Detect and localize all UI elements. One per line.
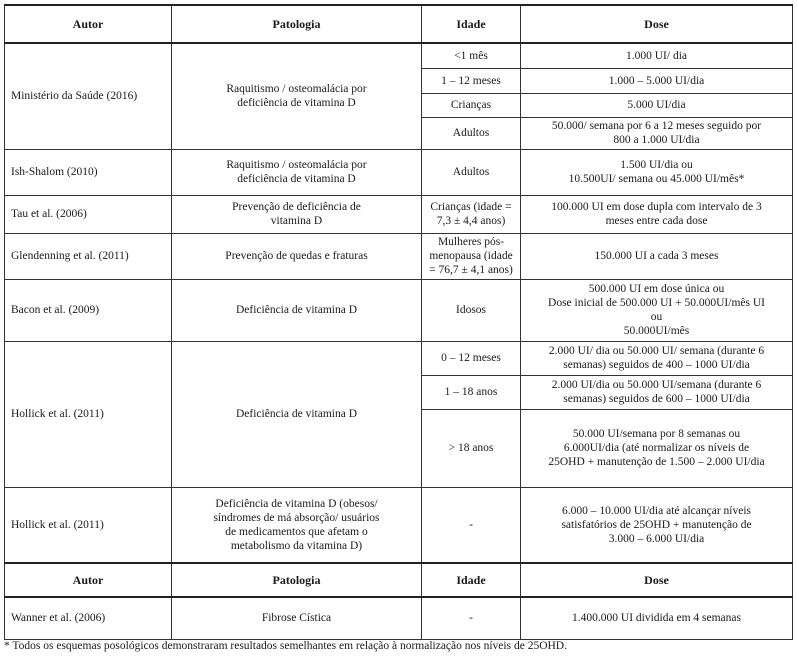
dose-cell (521, 43, 793, 68)
dose-cell (521, 93, 793, 117)
header-dose: Dose (521, 563, 793, 597)
dose-line: meses entre cada dose (605, 215, 708, 227)
pathology-line: deficiência de vitamina D (237, 173, 356, 185)
dose-line: 3.000 – 6.000 UI/dia (608, 532, 705, 545)
header-pathology: Patologia (172, 5, 422, 43)
header-age: Idade (422, 5, 521, 43)
age-cell: Crianças (422, 93, 521, 117)
pathology-line: Raquitismo / osteomalácia por (226, 159, 367, 171)
dose-cell (521, 68, 793, 93)
pathology-cell (172, 43, 422, 149)
dose-line: 50.000 UI/semana por 8 semanas ou (572, 428, 741, 440)
dose-line: Dose inicial de 500.000 UI + 50.000UI/mês UI (548, 297, 765, 309)
dose-line: 50.000/ semana por 6 a 12 meses seguido por (551, 120, 762, 132)
table-row (5, 195, 793, 233)
age-cell: Adultos (422, 149, 521, 195)
pathology-line: Prevenção de deficiência de (232, 201, 361, 213)
author-cell: Bacon et al. (2009) (5, 279, 172, 341)
age-cell (422, 233, 521, 279)
table-header-row (5, 563, 793, 597)
header-author: Autor (5, 563, 172, 597)
pathology-cell: Fibrose Cística (172, 597, 422, 639)
table-row (5, 233, 793, 279)
dose-line: 10.500UI/ semana ou 45.000 UI/mês* (568, 173, 745, 185)
pathology-cell (172, 487, 422, 563)
footnote: * Todos os esquemas posológicos demonstraram resultados semelhantes em relação à normalização nos níveis de 25OHD. (4, 640, 567, 652)
header-dose: Dose (521, 5, 793, 43)
age-cell: Idosos (422, 279, 521, 341)
table-row (5, 597, 793, 639)
dose-line: 2.000 UI/ dia ou 50.000 UI/ semana (durante 6 (548, 345, 765, 357)
author-cell: Glendenning et al. (2011) (5, 233, 172, 279)
dose-line: 2.000 UI/dia ou 50.000 UI/semana (durante 6 (551, 379, 762, 391)
pathology-line: síndromes de má absorção/ usuários (213, 511, 380, 524)
author-cell: Hollick et al. (2011) (5, 487, 172, 563)
age-line: Crianças (idade = (430, 201, 512, 213)
age-cell: - (422, 597, 521, 639)
header-pathology: Patologia (172, 563, 422, 597)
header-age: Idade (422, 563, 521, 597)
table-row (5, 43, 793, 68)
dose-line: 50.000UI/mês (623, 325, 690, 337)
author-cell: Tau et al. (2006) (5, 195, 172, 233)
dose-line: 1.000 – 5.000 UI/dia (608, 74, 705, 87)
dose-line: semanas) seguidos de 400 – 1000 UI/dia (563, 359, 750, 371)
age-line: = 76,7 ± 4,1 anos) (429, 264, 513, 276)
age-cell (422, 195, 521, 233)
dose-cell (521, 195, 793, 233)
dose-line: 5.000 UI/dia (627, 99, 686, 111)
pathology-line: Raquitismo / osteomalácia por (226, 83, 367, 96)
dose-cell (521, 279, 793, 341)
pathology-cell: Deficiência de vitamina D (172, 341, 422, 487)
pathology-cell: Deficiência de vitamina D (172, 279, 422, 341)
dose-cell: 150.000 UI a cada 3 meses (521, 233, 793, 279)
dose-line: 100.000 UI em dose dupla com intervalo de 3 (551, 201, 762, 213)
dose-line: 6.000UI/dia (até normalizar os níveis de (563, 442, 750, 454)
table-header-row (5, 5, 793, 43)
age-cell: - (422, 487, 521, 563)
dose-cell (521, 375, 793, 409)
author-cell: Hollick et al. (2011) (5, 341, 172, 487)
age-cell: > 18 anos (422, 409, 521, 487)
dose-line: ou (650, 311, 663, 323)
dose-line: 6.000 – 10.000 UI/dia até alcançar níveis (561, 504, 752, 517)
age-cell: 1 – 18 anos (422, 375, 521, 409)
header-author: Autor (5, 5, 172, 43)
dose-cell (521, 117, 793, 149)
age-cell: Adultos (422, 117, 521, 149)
pathology-cell (172, 195, 422, 233)
age-line: menopausa (idade (429, 250, 513, 262)
table-row (5, 279, 793, 341)
pathology-line: deficiência de vitamina D (237, 97, 356, 110)
age-cell: 1 – 12 meses (422, 68, 521, 93)
dose-line: semanas) seguidos de 600 – 1000 UI/dia (563, 393, 750, 405)
age-line: 7,3 ± 4,4 anos) (436, 215, 506, 227)
pathology-cell (172, 149, 422, 195)
pathology-line: Deficiência de vitamina D (obesos/ (215, 497, 378, 510)
dose-line: satisfatórios de 25OHD + manutenção de (561, 518, 752, 531)
dose-line: 800 a 1.000 UI/dia (613, 134, 700, 146)
age-line: Mulheres pós- (437, 236, 505, 248)
dose-table (4, 4, 793, 640)
dose-line: 25OHD + manutenção de 1.500 – 2.000 UI/dia (548, 456, 765, 468)
age-cell: <1 mês (422, 43, 521, 68)
dose-cell: 1.400.000 UI dividida em 4 semanas (521, 597, 793, 639)
age-cell: 0 – 12 meses (422, 341, 521, 375)
dose-line: 1.000 UI/ dia (625, 49, 687, 62)
dose-cell (521, 487, 793, 563)
pathology-line: metabolismo da vitamina D) (230, 539, 363, 552)
pathology-cell: Prevenção de quedas e fraturas (172, 233, 422, 279)
dose-cell (521, 409, 793, 487)
author-cell: Ministério da Saúde (2016) (5, 43, 172, 149)
dose-line: 500.000 UI em dose única ou (588, 283, 725, 295)
dose-line: 1.500 UI/dia ou (620, 159, 693, 171)
author-cell: Ish-Shalom (2010) (5, 149, 172, 195)
dose-cell (521, 341, 793, 375)
pathology-line: vitamina D (270, 215, 323, 227)
dose-cell (521, 149, 793, 195)
table-row (5, 487, 793, 563)
table-row (5, 341, 793, 375)
author-cell: Wanner et al. (2006) (5, 597, 172, 639)
table-row (5, 149, 793, 195)
pathology-line: de medicamentos que afetam o (225, 525, 368, 538)
